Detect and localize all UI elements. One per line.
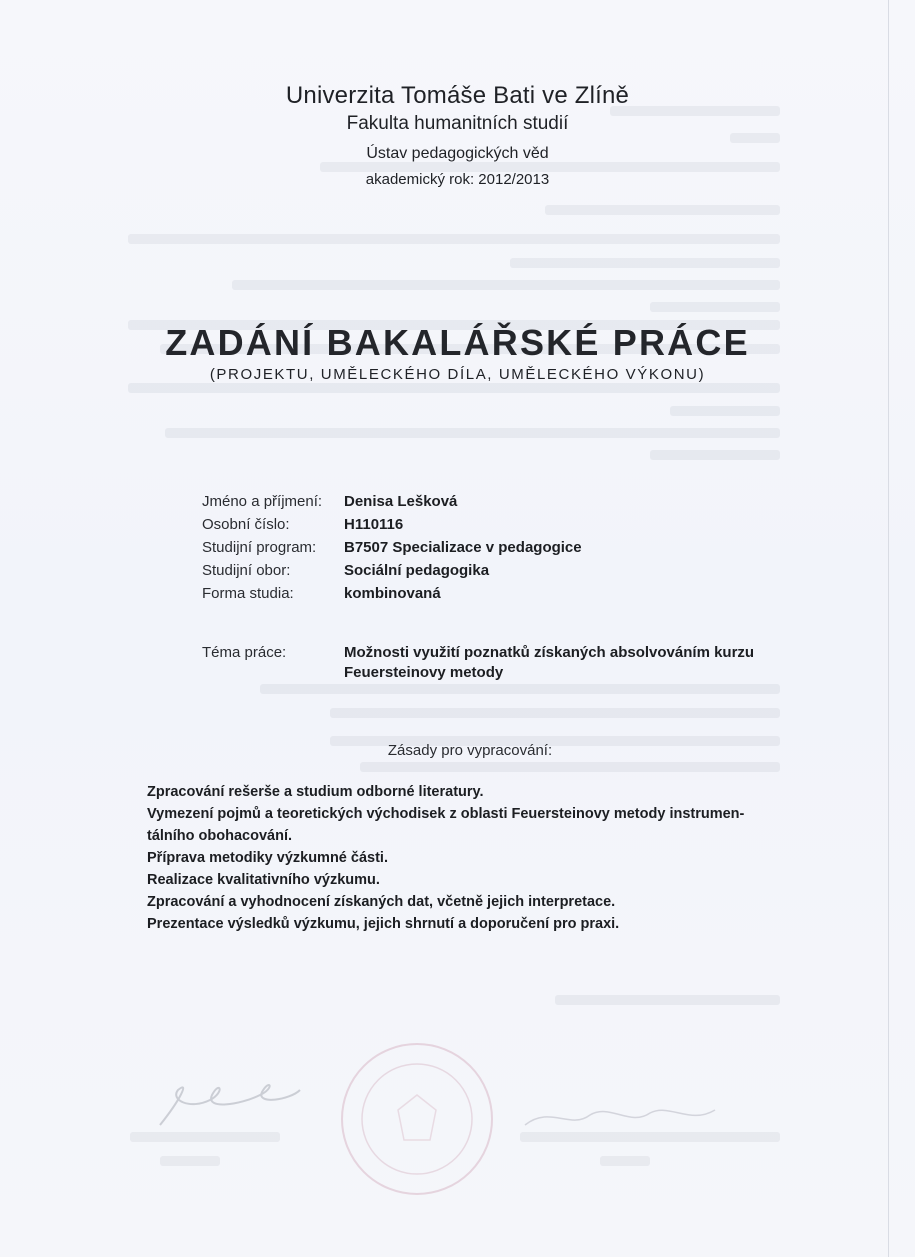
info-value: kombinovaná: [344, 585, 441, 602]
info-label: Jméno a příjmení:: [202, 493, 323, 510]
student-info: [202, 490, 582, 605]
info-row-personal-number: [202, 513, 582, 536]
academic-year: akademický rok: 2012/2013: [365, 171, 550, 188]
info-label: Studijní program:: [202, 539, 317, 556]
principles-title: Zásady pro vypracování:: [387, 742, 553, 759]
principle-line: Zpracování rešerše a studium odborné literatury.: [147, 784, 484, 800]
principle-line: Zpracování a vyhodnocení získaných dat, včetně jejich interpretace.: [147, 894, 616, 910]
official-stamp: [338, 1040, 496, 1198]
signature-left: [150, 1070, 310, 1140]
theme-label: Téma práce:: [202, 644, 287, 661]
principles-list: [147, 781, 797, 935]
institute-name: Ústav pedagogických věd: [366, 145, 549, 162]
principle-line: Příprava metodiky výzkumné části.: [147, 850, 388, 866]
info-label: Forma studia:: [202, 585, 294, 602]
info-value: B7507 Specializace v pedagogice: [344, 539, 582, 556]
principle-line: Vymezení pojmů a teoretických východisek z oblasti Feuersteinovy metody instrumen-: [147, 806, 745, 822]
info-value: Denisa Lešková: [344, 493, 458, 510]
info-row-name: [202, 490, 582, 513]
principle-line: Realizace kvalitativního výzkumu.: [147, 872, 380, 888]
university-name: Univerzita Tomáše Bati ve Zlíně: [285, 82, 630, 109]
info-row-program: [202, 536, 582, 559]
info-row-field: [202, 559, 582, 582]
info-value: H110116: [344, 516, 404, 533]
info-value: Sociální pedagogika: [344, 562, 490, 579]
principle-line: tálního obohacování.: [147, 828, 293, 844]
signature-right: [520, 1095, 720, 1135]
document-title: ZADÁNÍ BAKALÁŘSKÉ PRÁCE: [165, 322, 750, 363]
info-label: Osobní číslo:: [202, 516, 290, 533]
info-label: Studijní obor:: [202, 562, 291, 579]
faculty-name: Fakulta humanitních studií: [346, 113, 569, 134]
theme-value: Možnosti využití poznatků získaných absolvováním kurzu Feuersteinovy metody: [344, 644, 755, 681]
principle-line: Prezentace výsledků výzkumu, jejich shrnutí a doporučení pro praxi.: [147, 916, 620, 932]
thesis-theme: [202, 643, 764, 683]
document-subtitle: (PROJEKTU, UMĚLECKÉHO DÍLA, UMĚLECKÉHO VÝKONU): [209, 366, 706, 383]
info-row-study-form: [202, 582, 582, 605]
